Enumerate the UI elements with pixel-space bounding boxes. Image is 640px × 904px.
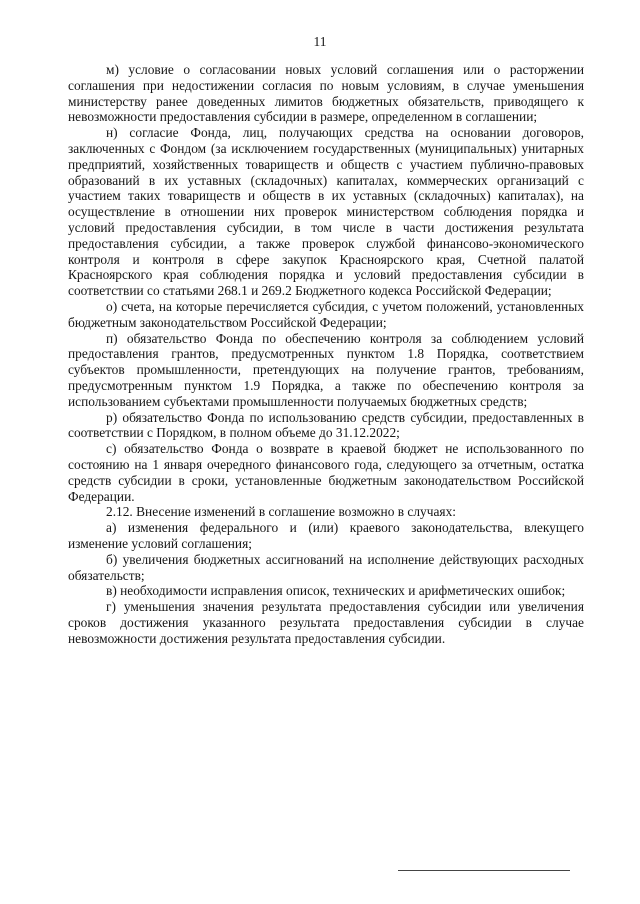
document-body bbox=[68, 62, 584, 646]
paragraph-o: о) счета, на которые перечисляется субсидия, с учетом положений, установленных бюджетным законодательством Российской Федерации; bbox=[68, 298, 584, 330]
paragraph-b: б) увеличения бюджетных ассигнований на исполнение действующих расходных обязательств; bbox=[68, 551, 584, 583]
paragraph-v: в) необходимости исправления описок, технических и арифметических ошибок; bbox=[106, 583, 566, 599]
paragraph-p: п) обязательство Фонда по обеспечению контроля за соблюдением условий предоставления грантов, предусмотренных пунктом 1.8 Порядка, соответствием субъектов промышленности, претендующих на получение грантов, требованиям, предусмотренным пунктом 1.9 Порядка, а также по обеспечению контроля за использованием субъектами промышленности получаемых бюджетных средств; bbox=[68, 330, 584, 409]
page-number: 11 bbox=[313, 34, 327, 49]
paragraph-g: г) уменьшения значения результата предоставления субсидии или увеличения сроков достижения указанного результата предоставления субсидии в случае невозможности достижения результата предоставления субсидии. bbox=[68, 599, 584, 646]
paragraph-r: р) обязательство Фонда по использованию средств субсидии, предоставленных в соответствии с Порядком, в полном объеме до 31.12.2022; bbox=[68, 409, 584, 441]
paragraph-s: с) обязательство Фонда о возврате в краевой бюджет не использованного по состоянию на 1 января очередного финансового года, следующего за отчетным, остатка средств субсидии в сроки, установленные бюджетным законодательством Российской Федерации. bbox=[68, 441, 584, 504]
paragraph-a: а) изменения федерального и (или) краевого законодательства, влекущего изменение условий соглашения; bbox=[68, 520, 584, 551]
section-2-12-heading: 2.12. Внесение изменений в соглашение возможно в случаях: bbox=[106, 504, 457, 520]
paragraph-m: м) условие о согласовании новых условий соглашения или о расторжении соглашения при недостижении согласия по новым условиям, в случае уменьшения министерству ранее доведенных лимитов бюджетных обязательств, приводящего к невозможности предоставления субсидии в размере, определенном в соглашении; bbox=[68, 62, 584, 125]
footer-rule bbox=[398, 870, 570, 871]
paragraph-n: н) согласие Фонда, лиц, получающих средства на основании договоров, заключенных с Фондом (за исключением государственных (муниципальных) унитарных предприятий, хозяйственных товариществ и обществ с участием публично-правовых образований в их уставных (складочных) капиталах, коммерческих организаций с участием таких товариществ и обществ в их уставных (складочных) капиталах), на осуществление в отношении них проверок министерством соблюдения порядка и условий предоставления субсидии, в том числе в части достижения результата предоставления субсидии, а также проверок службой финансово-экономического контроля и контроля в сфере закупок Красноярского края, Счетной палатой Красноярского края соблюдения порядка и условий предоставления субсидии в соответствии со статьями 268.1 и 269.2 Бюджетного кодекса Российской Федерации; bbox=[68, 125, 584, 299]
